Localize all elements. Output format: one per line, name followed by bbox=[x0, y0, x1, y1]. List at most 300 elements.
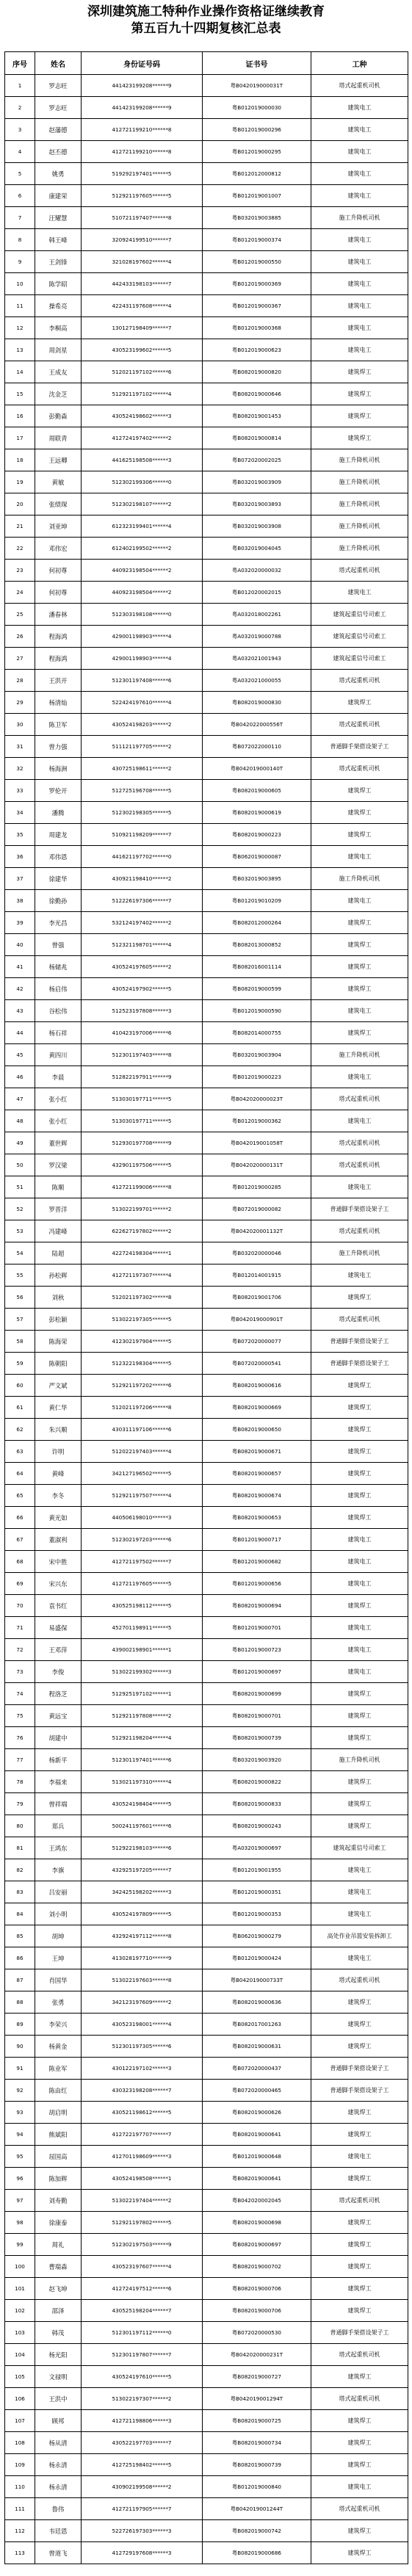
cell-cert-number: 粤B082013000852 bbox=[203, 934, 311, 956]
cell-id-number: 512921197202******6 bbox=[82, 1375, 203, 1397]
cell-seq: 21 bbox=[5, 515, 35, 538]
cell-seq: 98 bbox=[5, 2212, 35, 2234]
table-row bbox=[5, 2344, 408, 2366]
cell-name: 陈加辉 bbox=[35, 2168, 82, 2190]
cell-seq: 49 bbox=[5, 1132, 35, 1154]
cell-id-number: 422724198304******1 bbox=[82, 1242, 203, 1265]
cell-name: 王剑锋 bbox=[35, 251, 82, 273]
cell-job-type: 塔式起重机司机 bbox=[311, 75, 408, 97]
cell-cert-number: 粤B062019000279 bbox=[203, 1925, 311, 1947]
cell-seq: 80 bbox=[5, 1815, 35, 1837]
table-row bbox=[5, 2366, 408, 2388]
cell-name: 韦廷恩 bbox=[35, 2520, 82, 2542]
cell-cert-number: 粤B082019000619 bbox=[203, 802, 311, 824]
cell-cert-number: 粤B042020000131T bbox=[203, 1154, 311, 1176]
cell-id-number: 612323199401******4 bbox=[82, 515, 203, 538]
header-job-type: 工种 bbox=[311, 52, 408, 75]
cell-name: 赵飞坤 bbox=[35, 2278, 82, 2300]
cell-cert-number: 粤B082019000641 bbox=[203, 2168, 311, 2190]
cell-id-number: 439002198901******1 bbox=[82, 1639, 203, 1661]
cell-seq: 101 bbox=[5, 2278, 35, 2300]
cell-seq: 31 bbox=[5, 736, 35, 758]
table-row bbox=[5, 1353, 408, 1375]
table-row bbox=[5, 890, 408, 912]
cell-seq: 91 bbox=[5, 2058, 35, 2080]
cell-job-type: 塔式起重机司机 bbox=[311, 1132, 408, 1154]
cell-id-number: 522424197610******4 bbox=[82, 692, 203, 714]
cell-id-number: 432924197112******8 bbox=[82, 1925, 203, 1947]
cell-name: 韩茂 bbox=[35, 2322, 82, 2344]
cell-cert-number: 粤B082019000706 bbox=[203, 2300, 311, 2322]
cell-cert-number: 粤B082019000671 bbox=[203, 1441, 311, 1463]
cell-name: 陆超 bbox=[35, 1242, 82, 1265]
cell-job-type: 建筑电工 bbox=[311, 163, 408, 185]
cell-job-type: 建筑焊工 bbox=[311, 1022, 408, 1044]
cell-cert-number: 粤B082019000739 bbox=[203, 2454, 311, 2476]
cell-cert-number: 粤B012019000296 bbox=[203, 119, 311, 141]
cell-seq: 84 bbox=[5, 1903, 35, 1925]
cell-job-type: 建筑焊工 bbox=[311, 934, 408, 956]
cell-job-type: 建筑起重信号司索工 bbox=[311, 648, 408, 670]
cell-id-number: 513030197711******5 bbox=[82, 1088, 203, 1110]
cell-job-type: 建筑焊工 bbox=[311, 2256, 408, 2278]
cell-seq: 37 bbox=[5, 868, 35, 890]
cell-id-number: 412721197605******5 bbox=[82, 1573, 203, 1595]
cell-job-type: 建筑焊工 bbox=[311, 2520, 408, 2542]
cell-seq: 52 bbox=[5, 1198, 35, 1220]
cell-cert-number: 粤B082019000822 bbox=[203, 1771, 311, 1793]
cell-name: 张小红 bbox=[35, 1088, 82, 1110]
cell-seq: 34 bbox=[5, 802, 35, 824]
header-name: 姓名 bbox=[35, 52, 82, 75]
cell-name: 李光昌 bbox=[35, 912, 82, 934]
cell-job-type: 建筑起重信号司索工 bbox=[311, 604, 408, 626]
cell-seq: 60 bbox=[5, 1375, 35, 1397]
cell-name: 周剑星 bbox=[35, 339, 82, 361]
cell-id-number: 430122197102******3 bbox=[82, 2058, 203, 2080]
cell-name: 郑兵 bbox=[35, 1815, 82, 1837]
cell-seq: 79 bbox=[5, 1793, 35, 1815]
cell-id-number: 513021197310******4 bbox=[82, 1771, 203, 1793]
cell-id-number: 412724197512******6 bbox=[82, 2278, 203, 2300]
table-row bbox=[5, 2432, 408, 2454]
cell-cert-number: 粤B082019000725 bbox=[203, 2410, 311, 2432]
cell-id-number: 412721198806******3 bbox=[82, 2410, 203, 2432]
table-row bbox=[5, 1881, 408, 1903]
table-row bbox=[5, 1595, 408, 1617]
cell-job-type: 建筑电工 bbox=[311, 1551, 408, 1573]
cell-id-number: 512302197203******6 bbox=[82, 1529, 203, 1551]
cell-name: 韩王峰 bbox=[35, 229, 82, 251]
cell-cert-number: 粤B082019000727 bbox=[203, 2366, 311, 2388]
cell-id-number: 412729197608******3 bbox=[82, 2542, 203, 2564]
cell-cert-number: 粤B042019000031T bbox=[203, 75, 311, 97]
cell-name: 袁书红 bbox=[35, 1595, 82, 1617]
cell-name: 李晨 bbox=[35, 1066, 82, 1088]
table-row bbox=[5, 1749, 408, 1771]
cell-cert-number: 粤B012019000590 bbox=[203, 1000, 311, 1022]
cell-cert-number: 粤B082019000739 bbox=[203, 1727, 311, 1749]
cell-id-number: 532124197402******2 bbox=[82, 912, 203, 934]
cell-job-type: 建筑焊工 bbox=[311, 1727, 408, 1749]
cell-seq: 107 bbox=[5, 2410, 35, 2432]
table-row bbox=[5, 295, 408, 317]
cell-name: 程洛芝 bbox=[35, 1683, 82, 1705]
cell-name: 王洪中 bbox=[35, 2388, 82, 2410]
cell-job-type: 建筑电工 bbox=[311, 295, 408, 317]
cell-id-number: 512301197401******6 bbox=[82, 1749, 203, 1771]
cell-name: 何初尊 bbox=[35, 560, 82, 582]
cell-name: 彭松颖 bbox=[35, 1309, 82, 1331]
cell-name: 冯建峰 bbox=[35, 1220, 82, 1242]
cell-name: 杨新平 bbox=[35, 1749, 82, 1771]
cell-id-number: 430525198112******5 bbox=[82, 1595, 203, 1617]
cell-cert-number: 粤B082019000223 bbox=[203, 824, 311, 846]
cell-id-number: 512921197605******5 bbox=[82, 185, 203, 207]
cell-cert-number: 粤B082019000820 bbox=[203, 361, 311, 383]
cell-seq: 2 bbox=[5, 97, 35, 119]
cell-job-type: 施工升降机司机 bbox=[311, 515, 408, 538]
cell-name: 徐建华 bbox=[35, 868, 82, 890]
cell-name: 陈卫军 bbox=[35, 714, 82, 736]
table-row bbox=[5, 229, 408, 251]
table-row bbox=[5, 2256, 408, 2278]
cell-name: 宋中胜 bbox=[35, 1551, 82, 1573]
cell-id-number: 430523198001******4 bbox=[82, 2014, 203, 2036]
table-row bbox=[5, 868, 408, 890]
cell-seq: 10 bbox=[5, 273, 35, 295]
cell-name: 程海鸿 bbox=[35, 648, 82, 670]
cell-id-number: 130127198409******7 bbox=[82, 317, 203, 339]
cell-job-type: 建筑电工 bbox=[311, 1881, 408, 1903]
cell-name: 许明 bbox=[35, 1441, 82, 1463]
cell-id-number: 512301197403******8 bbox=[82, 1044, 203, 1066]
cell-name: 李旗 bbox=[35, 1859, 82, 1881]
cell-cert-number: 粤B082014000755 bbox=[203, 1022, 311, 1044]
cell-name: 鲁伟 bbox=[35, 2498, 82, 2520]
cell-job-type: 建筑焊工 bbox=[311, 2036, 408, 2058]
cell-job-type: 塔式起重机司机 bbox=[311, 758, 408, 780]
table-row bbox=[5, 97, 408, 119]
cell-cert-number: 粤B082019000833 bbox=[203, 1793, 311, 1815]
cell-seq: 66 bbox=[5, 1507, 35, 1529]
cell-cert-number: 粤B042019001294T bbox=[203, 2388, 311, 2410]
cell-id-number: 441423199208******9 bbox=[82, 97, 203, 119]
cell-cert-number: 粤B062019000087 bbox=[203, 846, 311, 868]
table-row bbox=[5, 560, 408, 582]
table-row bbox=[5, 1265, 408, 1287]
cell-job-type: 建筑焊工 bbox=[311, 692, 408, 714]
cell-cert-number: 粤B032019004045 bbox=[203, 538, 311, 560]
table-row bbox=[5, 1991, 408, 2014]
cell-seq: 45 bbox=[5, 1044, 35, 1066]
cell-seq: 99 bbox=[5, 2234, 35, 2256]
cell-seq: 108 bbox=[5, 2432, 35, 2454]
cell-seq: 78 bbox=[5, 1771, 35, 1793]
cell-id-number: 412722197707******7 bbox=[82, 2124, 203, 2146]
table-header-row bbox=[5, 52, 408, 75]
table-row bbox=[5, 119, 408, 141]
table-row bbox=[5, 978, 408, 1000]
cell-name: 曾祥端 bbox=[35, 1793, 82, 1815]
table-row bbox=[5, 1859, 408, 1881]
cell-id-number: 440506198010******3 bbox=[82, 1507, 203, 1529]
cell-seq: 5 bbox=[5, 163, 35, 185]
cell-cert-number: 粤B012019000623 bbox=[203, 339, 311, 361]
cell-name: 黄仁华 bbox=[35, 1397, 82, 1419]
cell-seq: 33 bbox=[5, 780, 35, 802]
cell-id-number: 342425198202******3 bbox=[82, 1881, 203, 1903]
cell-id-number: 412724197402******2 bbox=[82, 427, 203, 449]
cell-name: 李冬 bbox=[35, 1485, 82, 1507]
cell-job-type: 建筑焊工 bbox=[311, 1595, 408, 1617]
cell-name: 严文斌 bbox=[35, 1375, 82, 1397]
table-row bbox=[5, 405, 408, 427]
cell-job-type: 建筑电工 bbox=[311, 2146, 408, 2168]
table-row bbox=[5, 538, 408, 560]
table-row bbox=[5, 1198, 408, 1220]
cell-job-type: 普通脚手架搭设架子工 bbox=[311, 736, 408, 758]
cell-job-type: 建筑电工 bbox=[311, 582, 408, 604]
cell-name: 罗志旺 bbox=[35, 97, 82, 119]
cell-job-type: 塔式起重机司机 bbox=[311, 2498, 408, 2520]
cell-seq: 53 bbox=[5, 1220, 35, 1242]
cell-name: 王邓萍 bbox=[35, 1639, 82, 1661]
cell-name: 张小红 bbox=[35, 1110, 82, 1132]
cell-name: 刘小明 bbox=[35, 1903, 82, 1925]
cell-job-type: 建筑电工 bbox=[311, 1529, 408, 1551]
cell-id-number: 442433198103******7 bbox=[82, 273, 203, 295]
cell-seq: 110 bbox=[5, 2476, 35, 2498]
cell-name: 王坤 bbox=[35, 1947, 82, 1969]
cell-id-number: 430323198208******7 bbox=[82, 2080, 203, 2102]
cell-id-number: 430524198203******2 bbox=[82, 714, 203, 736]
table-row bbox=[5, 2014, 408, 2036]
cell-name: 文禄明 bbox=[35, 2366, 82, 2388]
cell-id-number: 512523197808******3 bbox=[82, 1000, 203, 1022]
cell-job-type: 塔式起重机司机 bbox=[311, 1088, 408, 1110]
title-line-1: 深圳建筑施工特种作业操作资格证继续教育 bbox=[87, 4, 325, 19]
cell-job-type: 普通脚手架搭设架子工 bbox=[311, 1331, 408, 1353]
cell-id-number: 430524198508******1 bbox=[82, 2168, 203, 2190]
cell-id-number: 440923198504******2 bbox=[82, 560, 203, 582]
table-row bbox=[5, 1617, 408, 1639]
cell-id-number: 441423199208******9 bbox=[82, 75, 203, 97]
cell-job-type: 建筑焊工 bbox=[311, 2410, 408, 2432]
cell-job-type: 建筑焊工 bbox=[311, 956, 408, 978]
cell-id-number: 513030197711******5 bbox=[82, 1110, 203, 1132]
cell-id-number: 429001198903******4 bbox=[82, 648, 203, 670]
table-row bbox=[5, 1573, 408, 1595]
cell-cert-number: 粤B012019000351 bbox=[203, 1881, 311, 1903]
cell-seq: 55 bbox=[5, 1265, 35, 1287]
cell-cert-number: 粤B012019000697 bbox=[203, 1661, 311, 1683]
cell-cert-number: 粤B072020000465 bbox=[203, 2080, 311, 2102]
cell-seq: 30 bbox=[5, 714, 35, 736]
cell-name: 邓伟恩 bbox=[35, 846, 82, 868]
table-row bbox=[5, 1793, 408, 1815]
cell-id-number: 519292197401******5 bbox=[82, 163, 203, 185]
cell-seq: 7 bbox=[5, 207, 35, 229]
cell-name: 王成友 bbox=[35, 361, 82, 383]
cell-cert-number: 粤B012019000656 bbox=[203, 1573, 311, 1595]
cell-job-type: 塔式起重机司机 bbox=[311, 1220, 408, 1242]
cell-id-number: 622627197802******2 bbox=[82, 1220, 203, 1242]
cell-id-number: 430524197605******2 bbox=[82, 956, 203, 978]
cell-cert-number: 粤B082016001114 bbox=[203, 956, 311, 978]
cell-name: 刘秋 bbox=[35, 1287, 82, 1309]
cell-seq: 106 bbox=[5, 2388, 35, 2410]
cell-job-type: 建筑电工 bbox=[311, 1000, 408, 1022]
cell-seq: 57 bbox=[5, 1309, 35, 1331]
cell-cert-number: 粤B032019003893 bbox=[203, 493, 311, 515]
cell-id-number: 512021197206******8 bbox=[82, 1397, 203, 1419]
table-row bbox=[5, 736, 408, 758]
cell-job-type: 建筑焊工 bbox=[311, 361, 408, 383]
cell-id-number: 512022197403******4 bbox=[82, 1441, 203, 1463]
cell-name: 吕安丽 bbox=[35, 1881, 82, 1903]
cell-name: 操希亮 bbox=[35, 295, 82, 317]
cell-job-type: 建筑焊工 bbox=[311, 383, 408, 405]
cell-job-type: 建筑焊工 bbox=[311, 1705, 408, 1727]
table-row bbox=[5, 185, 408, 207]
cell-cert-number: 粤B082019000669 bbox=[203, 1397, 311, 1419]
cell-seq: 86 bbox=[5, 1947, 35, 1969]
cell-job-type: 建筑焊工 bbox=[311, 2366, 408, 2388]
cell-job-type: 普通脚手架搭设架子工 bbox=[311, 1353, 408, 1375]
cell-id-number: 513022197404******2 bbox=[82, 2190, 203, 2212]
cell-seq: 81 bbox=[5, 1837, 35, 1859]
cell-job-type: 塔式起重机司机 bbox=[311, 560, 408, 582]
cell-job-type: 建筑焊工 bbox=[311, 427, 408, 449]
cell-name: 杨石祥 bbox=[35, 1022, 82, 1044]
cell-name: 沈金芝 bbox=[35, 383, 82, 405]
cell-cert-number: 粤B082019000631 bbox=[203, 2036, 311, 2058]
cell-cert-number: 粤B032019003909 bbox=[203, 471, 311, 493]
table-row bbox=[5, 1969, 408, 1991]
cell-cert-number: 粤A032021000055 bbox=[203, 670, 311, 692]
cell-job-type: 建筑焊工 bbox=[311, 1463, 408, 1485]
cell-cert-number: 粤B012019001007 bbox=[203, 185, 311, 207]
cell-seq: 1 bbox=[5, 75, 35, 97]
cell-job-type: 建筑电工 bbox=[311, 1573, 408, 1595]
cell-name: 邵泽 bbox=[35, 2300, 82, 2322]
table-row bbox=[5, 2212, 408, 2234]
cell-job-type: 建筑焊工 bbox=[311, 912, 408, 934]
cell-job-type: 建筑焊工 bbox=[311, 2542, 408, 2564]
cell-seq: 69 bbox=[5, 1573, 35, 1595]
cell-name: 杨海洲 bbox=[35, 758, 82, 780]
cell-job-type: 建筑电工 bbox=[311, 846, 408, 868]
cell-name: 杨永清 bbox=[35, 2454, 82, 2476]
cell-seq: 61 bbox=[5, 1397, 35, 1419]
cell-cert-number: 粤B082019000646 bbox=[203, 383, 311, 405]
table-row bbox=[5, 1176, 408, 1198]
cell-cert-number: 粤B072020002025 bbox=[203, 449, 311, 471]
cell-seq: 54 bbox=[5, 1242, 35, 1265]
cell-cert-number: 粤B042020002045 bbox=[203, 2190, 311, 2212]
table-row bbox=[5, 1705, 408, 1727]
cell-id-number: 422431197608******4 bbox=[82, 295, 203, 317]
table-row bbox=[5, 141, 408, 163]
cell-seq: 39 bbox=[5, 912, 35, 934]
table-body bbox=[5, 75, 408, 2564]
table-row bbox=[5, 1441, 408, 1463]
cell-seq: 63 bbox=[5, 1441, 35, 1463]
document-title bbox=[0, 0, 412, 51]
cell-seq: 24 bbox=[5, 582, 35, 604]
cell-name: 康建荣 bbox=[35, 185, 82, 207]
cell-cert-number: 粤B012019000368 bbox=[203, 317, 311, 339]
header-id-number: 身份证号码 bbox=[82, 52, 203, 75]
summary-table bbox=[4, 51, 408, 2564]
cell-cert-number: 粤B042019000733T bbox=[203, 1969, 311, 1991]
cell-cert-number: 粤B082019001453 bbox=[203, 405, 311, 427]
cell-seq: 35 bbox=[5, 824, 35, 846]
table-row bbox=[5, 2410, 408, 2432]
cell-job-type: 建筑起重信号司索工 bbox=[311, 1837, 408, 1859]
cell-id-number: 430523197607******4 bbox=[82, 2256, 203, 2278]
cell-seq: 112 bbox=[5, 2520, 35, 2542]
cell-cert-number: 粤B082019000686 bbox=[203, 2542, 311, 2564]
table-row bbox=[5, 515, 408, 538]
cell-cert-number: 粤B012019000717 bbox=[203, 1529, 311, 1551]
cell-cert-number: 粤B042019001244T bbox=[203, 2498, 311, 2520]
table-row bbox=[5, 361, 408, 383]
cell-seq: 100 bbox=[5, 2256, 35, 2278]
table-row bbox=[5, 2124, 408, 2146]
cell-cert-number: 粤B082019000698 bbox=[203, 2212, 311, 2234]
cell-seq: 103 bbox=[5, 2322, 35, 2344]
cell-seq: 62 bbox=[5, 1419, 35, 1441]
cell-seq: 36 bbox=[5, 846, 35, 868]
cell-name: 黄敏 bbox=[35, 471, 82, 493]
cell-seq: 22 bbox=[5, 538, 35, 560]
table-row bbox=[5, 317, 408, 339]
cell-seq: 8 bbox=[5, 229, 35, 251]
cell-name: 朱兴顺 bbox=[35, 1419, 82, 1441]
table-row bbox=[5, 1242, 408, 1265]
cell-name: 曾力强 bbox=[35, 736, 82, 758]
cell-job-type: 普通脚手架搭设架子工 bbox=[311, 2058, 408, 2080]
cell-job-type: 塔式起重机司机 bbox=[311, 1309, 408, 1331]
cell-id-number: 512922198103******6 bbox=[82, 1837, 203, 1859]
cell-name: 曹瑞森 bbox=[35, 2256, 82, 2278]
cell-cert-number: 粤B032019003895 bbox=[203, 868, 311, 890]
cell-name: 李荣兴 bbox=[35, 2014, 82, 2036]
cell-seq: 19 bbox=[5, 471, 35, 493]
cell-job-type: 建筑电工 bbox=[311, 1066, 408, 1088]
cell-job-type: 普通脚手架搭设架子工 bbox=[311, 1198, 408, 1220]
table-row bbox=[5, 1947, 408, 1969]
cell-id-number: 430522197703******7 bbox=[82, 2432, 203, 2454]
cell-cert-number: 粤B082019001706 bbox=[203, 1287, 311, 1309]
table-row bbox=[5, 714, 408, 736]
cell-cert-number: 粤B032020000046 bbox=[203, 1242, 311, 1265]
cell-id-number: 432925197205******7 bbox=[82, 1859, 203, 1881]
cell-name: 曾强 bbox=[35, 934, 82, 956]
cell-cert-number: 粤B082019000641 bbox=[203, 2124, 311, 2146]
cell-id-number: 412721197307******4 bbox=[82, 1265, 203, 1287]
cell-job-type: 建筑焊工 bbox=[311, 1485, 408, 1507]
cell-id-number: 512302197503******9 bbox=[82, 2234, 203, 2256]
cell-job-type: 塔式起重机司机 bbox=[311, 714, 408, 736]
cell-job-type: 建筑焊工 bbox=[311, 1287, 408, 1309]
cell-job-type: 建筑焊工 bbox=[311, 2278, 408, 2300]
cell-seq: 4 bbox=[5, 141, 35, 163]
cell-seq: 111 bbox=[5, 2498, 35, 2520]
table-row bbox=[5, 1925, 408, 1947]
